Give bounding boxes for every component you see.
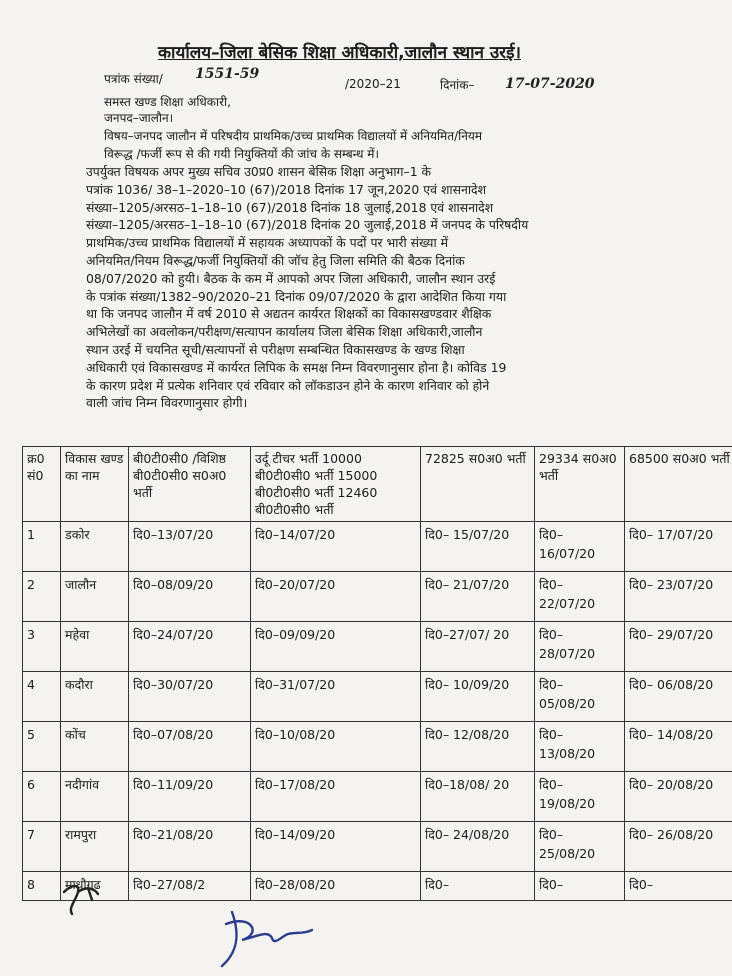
cell-block: नदीगांव — [61, 772, 129, 822]
cell-serial: 6 — [23, 772, 61, 822]
table-row — [23, 522, 732, 572]
body-line: प्राथमिक/उच्च प्राथमिक विद्यालयों में सहायक अध्यापकों के पदों पर भारी संख्या में — [86, 235, 448, 251]
officer-signature — [212, 904, 322, 970]
table-row — [23, 622, 732, 672]
cell-date: दि0– 25/08/20 — [535, 822, 625, 872]
cell-date: दि0– 14/08/20 — [625, 722, 732, 772]
body-line: था कि जनपद जालौन में वर्ष 2010 से अद्यतन कार्यरत शिक्षकों का विकासखण्डवार शैक्षिक — [86, 306, 492, 322]
cell-date: दि0– 12/08/20 — [421, 722, 535, 772]
date-value: 17-07-2020 — [505, 76, 595, 92]
body-line: अभिलेखों का अवलोकन/परीक्षण/सत्यापन कार्यालय जिला बेसिक शिक्षा अधिकारी,जालौन — [86, 324, 483, 340]
cell-date: दि0– 29/07/20 — [625, 622, 732, 672]
cell-date: दि0– 16/07/20 — [535, 522, 625, 572]
cell-date: दि0– — [535, 872, 625, 901]
cell-date: दि0–08/09/20 — [129, 572, 251, 622]
cell-date: दि0–14/09/20 — [251, 822, 421, 872]
table-row — [23, 722, 732, 772]
cell-date: दि0– 24/08/20 — [421, 822, 535, 872]
cell-date: दि0– 05/08/20 — [535, 672, 625, 722]
header-72825: 72825 स0अ0 भर्ती — [421, 447, 535, 522]
cell-date: दि0–07/08/20 — [129, 722, 251, 772]
cell-block: रामपुरा — [61, 822, 129, 872]
body-line: संख्या–1205/अरसठ–1–18–10 (67)/2018 दिनांक 20 जुलाई,2018 में जनपद के परिषदीय — [86, 217, 529, 233]
cell-date: दि0– 28/07/20 — [535, 622, 625, 672]
cell-date: दि0–30/07/20 — [129, 672, 251, 722]
ref-year: /2020–21 — [345, 77, 401, 91]
ref-number: 1551-59 — [195, 66, 260, 82]
cell-date: दि0– 26/08/20 — [625, 822, 732, 872]
cell-date: दि0–10/08/20 — [251, 722, 421, 772]
cell-serial: 2 — [23, 572, 61, 622]
header-block: विकास खण्ड का नाम — [61, 447, 129, 522]
header-btc: बी0टी0सी0 /विशिष्ठ बी0टी0सी0 स0अ0 भर्ती — [129, 447, 251, 522]
cell-serial: 4 — [23, 672, 61, 722]
cell-date: दि0–14/07/20 — [251, 522, 421, 572]
cell-block: जालौन — [61, 572, 129, 622]
body-line: के कारण प्रदेश में प्रत्येक शनिवार एवं रविवार को लॉकडाउन होने के कारण शनिवार को होने — [86, 377, 490, 393]
table-row — [23, 572, 732, 622]
cell-block: माधौगढ — [61, 872, 129, 901]
body-line: के पत्रांक संख्या/1382–90/2020–21 दिनांक 09/07/2020 के द्वारा आदेशित किया गया — [86, 288, 507, 304]
table-row — [23, 822, 732, 872]
cell-date: दि0– 15/07/20 — [421, 522, 535, 572]
header-68500: 68500 स0अ0 भर्ती — [625, 447, 732, 522]
table-row — [23, 672, 732, 722]
cell-date: दि0–18/08/ 20 — [421, 772, 535, 822]
cell-date: दि0– 17/07/20 — [625, 522, 732, 572]
body-line: संख्या–1205/अरसठ–1–18–10 (67)/2018 दिनांक 18 जुलाई,2018 एवं शासनादेश — [86, 199, 494, 215]
cell-date: दि0–17/08/20 — [251, 772, 421, 822]
cell-serial: 8 — [23, 872, 61, 901]
body-line: 08/07/2020 को हुयी। बैठक के कम में आपको अपर जिला अधिकारी, जालौन स्थान उरई — [86, 270, 496, 286]
cell-date: दि0– 13/08/20 — [535, 722, 625, 772]
cell-block: महेवा — [61, 622, 129, 672]
body-line: उपर्युक्त विषयक अपर मुख्य सचिव उ0प्र0 शासन बेसिक शिक्षा अनुभाग–1 के — [86, 164, 432, 179]
body-line: पत्रांक 1036/ 38–1–2020–10 (67)/2018 दिनांक 17 जून,2020 एवं शासनादेश — [86, 181, 487, 197]
cell-date: दि0–27/08/2 — [129, 872, 251, 901]
cell-date: दि0– 20/08/20 — [625, 772, 732, 822]
header-serial: क्र0 सं0 — [23, 447, 61, 522]
cell-serial: 7 — [23, 822, 61, 872]
cell-date: दि0–28/08/20 — [251, 872, 421, 901]
address-line-2: जनपद–जालौन। — [104, 111, 174, 125]
cell-date: दि0–24/07/20 — [129, 622, 251, 672]
cell-block: कदौरा — [61, 672, 129, 722]
cell-block: डकोर — [61, 522, 129, 572]
body-line: वाली जांच निम्न विवरणानुसार होगी। — [86, 395, 248, 411]
cell-date: दि0–20/07/20 — [251, 572, 421, 622]
cell-block: कोंच — [61, 722, 129, 772]
cell-serial: 3 — [23, 622, 61, 672]
cell-date: दि0–09/09/20 — [251, 622, 421, 672]
cell-date: दि0– — [625, 872, 732, 901]
cell-date: दि0– 23/07/20 — [625, 572, 732, 622]
ref-label: पत्रांक संख्या/ — [104, 72, 163, 86]
cell-date: दि0– 21/07/20 — [421, 572, 535, 622]
cell-serial: 1 — [23, 522, 61, 572]
initials-signature — [58, 878, 118, 918]
subject-line-2: विरूद्ध /फर्जी रूप से की गयी नियुक्तियों की जांच के सम्बन्ध में। — [104, 147, 379, 161]
header-urdu: उर्दू टीचर भर्ती 10000 बी0टी0सी0 भर्ती 15000 बी0टी0सी0 भर्ती 12460 बी0टी0सी0 भर्ती — [251, 447, 421, 522]
header-29334: 29334 स0अ0 भर्ती — [535, 447, 625, 522]
cell-date: दि0– — [421, 872, 535, 901]
office-title: कार्यालय–जिला बेसिक शिक्षा अधिकारी,जालौन स्थान उरई। — [158, 43, 521, 63]
cell-date: दि0–21/08/20 — [129, 822, 251, 872]
body-line: अनियमित/नियम विरूद्ध/फर्जी नियुक्तियों की जॉच हेतु जिला समिति की बैठक दिनांक — [86, 252, 465, 268]
cell-date: दि0– 22/07/20 — [535, 572, 625, 622]
letter-body — [86, 163, 676, 412]
cell-date: दि0– 19/08/20 — [535, 772, 625, 822]
body-line: स्थान उरई में चयनित सूची/सत्यापनों से परीक्षण सम्बन्धित विकासखण्ड के खण्ड शिक्षा — [86, 341, 465, 357]
cell-serial: 5 — [23, 722, 61, 772]
body-line: अधिकारी एवं विकासखण्ड में कार्यरत लिपिक के समक्ष निम्न विवरणानुसार होना है। कोविड 19 — [86, 359, 507, 375]
cell-date: दि0–13/07/20 — [129, 522, 251, 572]
schedule-table — [22, 446, 732, 901]
table-row — [23, 772, 732, 822]
cell-date: दि0–27/07/ 20 — [421, 622, 535, 672]
date-label: दिनांक– — [440, 78, 475, 92]
cell-date: दि0–31/07/20 — [251, 672, 421, 722]
table-row — [23, 872, 732, 901]
subject-line-1: विषय–जनपद जालौन में परिषदीय प्राथमिक/उच्च प्राथमिक विद्यालयों में अनियमित/नियम — [104, 129, 483, 143]
table-header-row — [23, 447, 732, 522]
cell-date: दि0– 10/09/20 — [421, 672, 535, 722]
cell-date: दि0–11/09/20 — [129, 772, 251, 822]
address-line-1: समस्त खण्ड शिक्षा अधिकारी, — [104, 95, 231, 109]
cell-date: दि0– 06/08/20 — [625, 672, 732, 722]
